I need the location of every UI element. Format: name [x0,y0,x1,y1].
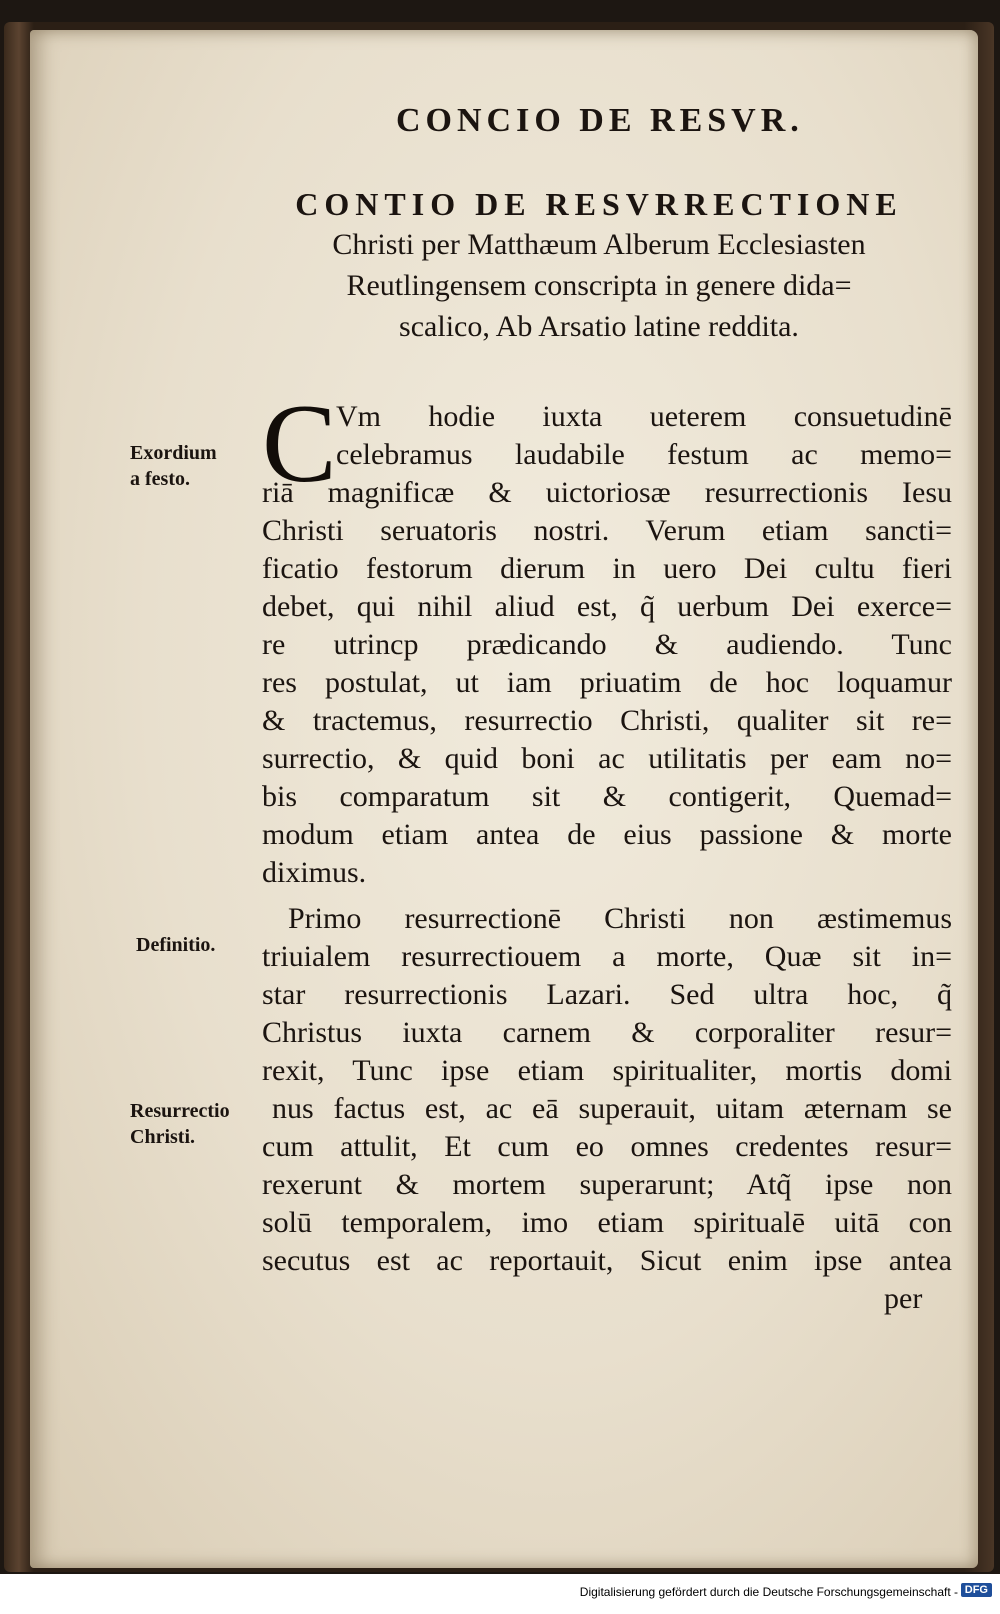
text-line: rexit, Tunc ipse etiam spiritualiter, mortis domi [262,1054,952,1087]
text-line: star resurrectionis Lazari. Sed ultra hoc, q̃ [262,978,952,1011]
text-line: rexerunt & mortem superarunt; Atq̃ ipse non [262,1168,952,1201]
margin-note-line: Exordium [130,442,217,464]
margin-note-resurrectio [130,1098,230,1150]
digitization-credit: Digitalisierung gefördert durch die Deutsche Forschungsgemeinschaft - [579,1585,958,1599]
catchword: per [884,1282,923,1315]
title-line-3: Reutlingensem conscripta in genere dida= [346,269,852,302]
text-line: riā magnificæ & uictoriosæ resurrectionis Iesu [262,476,952,509]
text-line: diximus. [262,856,367,889]
text-line: solū temporalem, imo etiam spiritualē uitā con [262,1206,952,1239]
title-block [254,184,944,347]
paragraph-2 [262,900,952,1280]
text-line: Vm hodie iuxta ueterem consuetudinē [336,400,952,433]
margin-note-line: a festo. [130,468,190,490]
text-line: bis comparatum sit & contigerit, Quemad= [262,780,952,813]
text-line: Christi seruatoris nostri. Verum etiam sancti= [262,514,952,547]
dfg-logo: DFG [961,1583,992,1597]
text-line: Primo resurrectionē Christi non æstimemus [288,902,952,935]
margin-note-exordium [130,440,217,492]
text-line: & tractemus, resurrectio Christi, qualiter sit re= [262,704,952,737]
text-line: nus factus est, ac eā superauit, uitam æternam se [272,1092,952,1125]
text-line: triuialem resurrectiouem a morte, Quæ sit in= [262,940,952,973]
text-line: res postulat, ut iam priuatim de hoc loquamur [262,666,952,699]
margin-note-definitio: Definitio. [136,934,216,956]
text-line: surrectio, & quid boni ac utilitatis per eam no= [262,742,952,775]
paragraph-1 [262,398,952,892]
text-line: Christus iuxta carnem & corporaliter resur= [262,1016,952,1049]
margin-note-line: Christi. [130,1126,195,1148]
drop-cap: C [262,382,337,506]
text-line: re utrincp prædicando & audiendo. Tunc [262,628,952,661]
title-line-4: scalico, Ab Arsatio latine reddita. [399,310,799,343]
text-line: cum attulit, Et cum eo omnes credentes resur= [262,1130,952,1163]
text-line: modum etiam antea de eius passione & morte [262,818,952,851]
text-line: secutus est ac reportauit, Sicut enim ipse antea [262,1244,952,1277]
text-line: ficatio festorum dierum in uero Dei cultu fieri [262,552,952,585]
margin-note-line: Resurrectio [130,1100,230,1122]
title-line-2: Christi per Matthæum Alberum Ecclesiasten [332,228,866,261]
title-line-1: CONTIO DE RESVRRECTIONE [295,186,903,222]
text-line: celebramus laudabile festum ac memo= [336,438,952,471]
text-line: debet, qui nihil aliud est, q̃ uerbum Dei exerce= [262,590,952,623]
running-head: CONCIO DE RESVR. [396,102,804,139]
